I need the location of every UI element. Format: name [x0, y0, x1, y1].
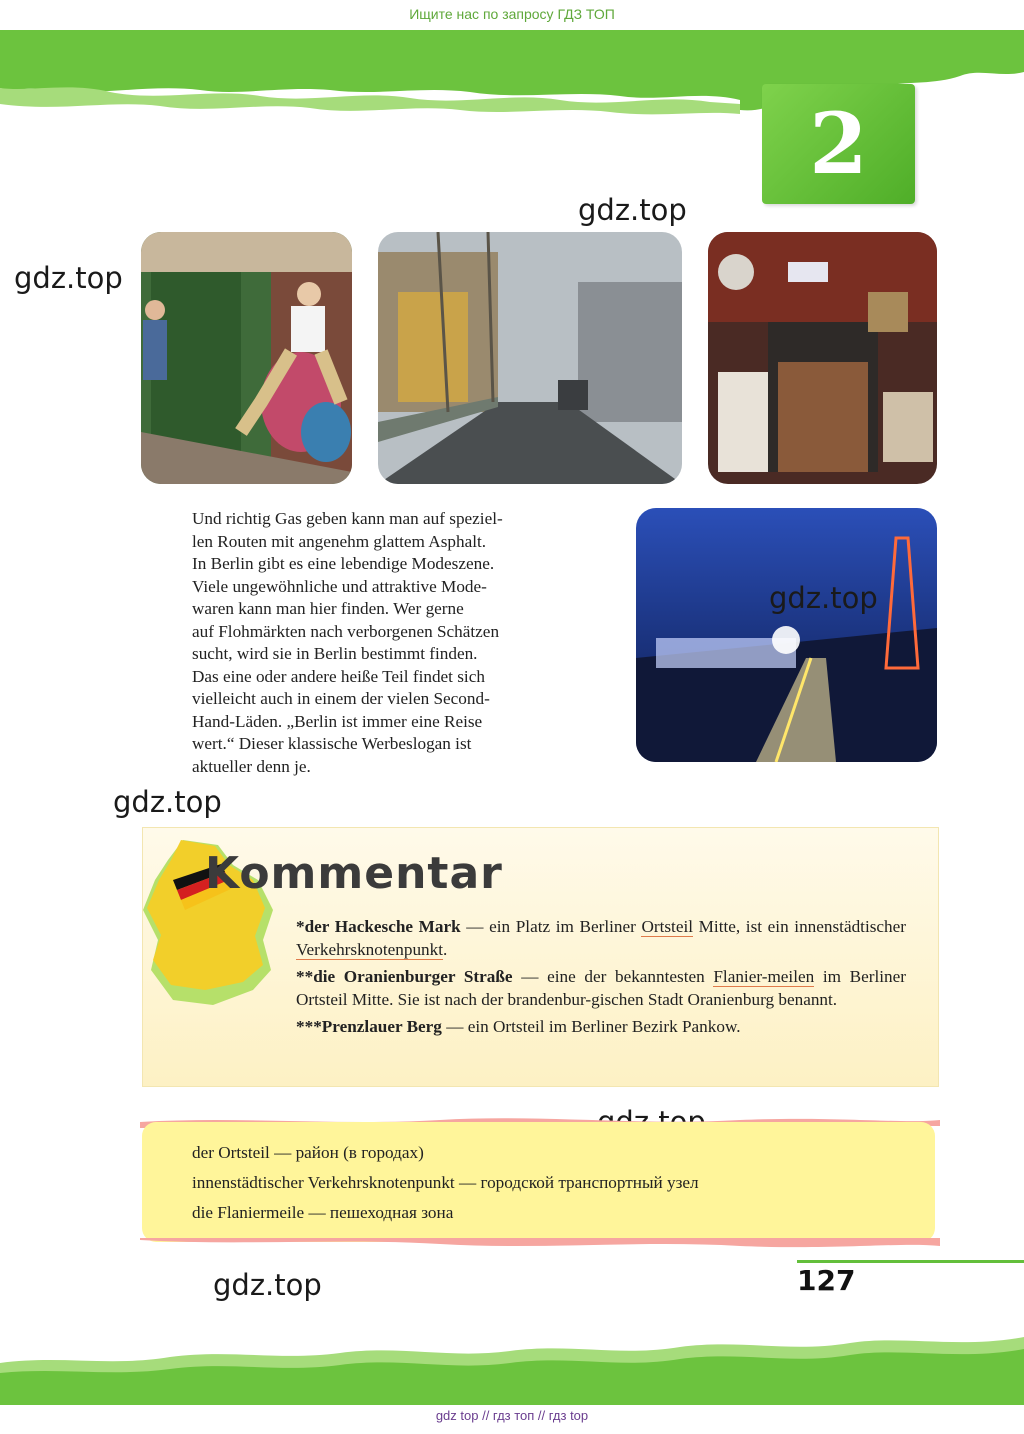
text-line: auf Flohmärkten nach verborgenen Schätzen [192, 621, 500, 641]
vocab-item: die Flaniermeile — пешеходная зона [192, 1203, 454, 1222]
text-line: Viele ungewöhnliche und attraktive Mode- [192, 576, 487, 596]
page-number-line [797, 1260, 1024, 1263]
berlin-street-photo [378, 232, 682, 484]
top-search-note[interactable]: Ищите нас по запросу ГДЗ ТОП [409, 6, 615, 22]
watermark-1: gdz.top [578, 193, 687, 227]
kommentar-item-1: *der Hackesche Mark — ein Platz im Berliner Ortsteil Mitte, ist ein innenstädtischer Verkehrsknotenpunkt. [296, 917, 906, 959]
kommentar-items [296, 916, 906, 1044]
kommentar-item-2: **die Oranienburger Straße — eine der bekanntesten Flanier-meilen im Berliner Ortsteil Mitte. Sie ist nach der brandenbur-gischen Stadt Oranienburg benannt. [296, 967, 906, 1009]
berlin-night-photo [636, 508, 937, 762]
page-number: 127 [797, 1264, 856, 1297]
chapter-number: 2 [809, 94, 868, 193]
kommentar-item-3: ***Prenzlauer Berg — ein Ortsteil im Berliner Bezirk Pankow. [296, 1017, 741, 1037]
skateboarder-photo [141, 232, 352, 484]
watermark-6: gdz.top [213, 1268, 322, 1302]
text-line: sucht, wird sie in Berlin bestimmt finden. [192, 644, 478, 663]
kommentar-title: Kommentar [205, 848, 503, 899]
vocab-brush-bottom [140, 1238, 940, 1252]
chapter-number-badge [762, 84, 915, 204]
text-line: vielleicht auch in einem der vielen Second- [192, 689, 490, 708]
text-line: len Routen mit angenehm glattem Asphalt. [192, 531, 487, 551]
text-line: Und richtig Gas geben kann man auf speziel- [192, 509, 503, 528]
watermark-4: gdz.top [113, 785, 222, 819]
watermark-2: gdz.top [14, 261, 123, 295]
text-line: Hand-Läden. „Berlin ist immer eine Reise [192, 711, 483, 731]
second-hand-shop-photo [708, 232, 937, 484]
watermark-3: gdz.top [769, 581, 878, 615]
text-line: waren kann man hier finden. Wer gerne [192, 599, 464, 618]
vocab-item: der Ortsteil — район (в городах) [192, 1143, 424, 1162]
text-line: In Berlin gibt es eine lebendige Modeszene. [192, 554, 495, 573]
text-line: wert.“ Dieser klassische Werbeslogan ist [192, 734, 472, 753]
text-line: Das eine oder andere heiße Teil findet sich [192, 666, 485, 686]
main-paragraph [192, 508, 608, 778]
bottom-links[interactable]: gdz top // гдз топ // гдз top [435, 1408, 589, 1423]
vocab-item: innenstädtischer Verkehrsknotenpunkt — городской транспортный узел [192, 1173, 699, 1192]
vocabulary-list [192, 1138, 699, 1228]
text-line: aktueller denn je. [192, 756, 311, 776]
bottom-green-band [0, 1315, 1024, 1405]
